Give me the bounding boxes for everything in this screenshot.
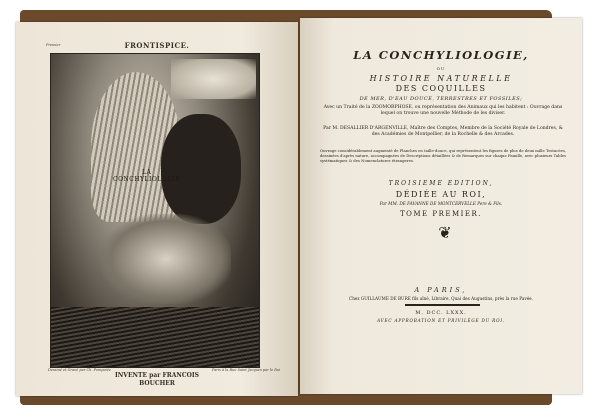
figures-illustration bbox=[101, 214, 231, 304]
credit-right: Paris à la Rue Saint Jacques par le Roi bbox=[212, 368, 281, 372]
edition: TROISIEME EDITION, bbox=[388, 180, 494, 187]
engraving-title bbox=[113, 169, 180, 183]
ground-illustration bbox=[51, 307, 259, 367]
editors: Par MM. DE FAVANNE DE MONTCERVELLE Pere & Fils. bbox=[379, 201, 503, 206]
credit-left: Dessiné et Gravé par Ch. Pompeiée bbox=[48, 368, 111, 372]
book-title: LA CONCHYLIOLOGIE, bbox=[353, 48, 529, 62]
place: A PARIS, bbox=[414, 286, 468, 294]
floral-ornament-icon: ❦ bbox=[438, 223, 452, 242]
engraving-title-line-1: LA bbox=[141, 169, 152, 176]
corner-note: Premier bbox=[46, 43, 61, 47]
privilege: AVEC APPROBATION ET PRIVILÉGE DU ROI. bbox=[377, 318, 505, 323]
caption-line-1: INVENTE par FRANCOIS bbox=[115, 372, 199, 379]
divider-rule bbox=[405, 304, 480, 306]
frontispiece-heading: FRONTISPICE. bbox=[124, 41, 190, 50]
paragraph-description: Ouvrage considérablement augmenté de Planches en taille-douce, qui représentent les figures de plus de deux mille Testacées, dessinées d'après nature, accompagnées de Descriptions détaillées & de Remarques sur chaque Famille, avec plusieurs Tables systématiques & des Nomenclatures étrangeres. bbox=[320, 148, 566, 164]
subtitle-2: DES COQUILLES bbox=[395, 84, 487, 93]
engraving-illustration bbox=[50, 53, 260, 368]
year: M. DCC. LXXX. bbox=[415, 310, 467, 316]
paragraph-zoomorphose: Avec un Traité de la ZOOMORPHOSE, ou représentation des Animaux qui les habitent : Ouvrage dans lequel on trouve une nouvelle Méthode de les diviser. bbox=[323, 105, 563, 116]
title-page bbox=[300, 18, 582, 394]
engraving-title-line-2: CONCHYLIOLOGIE bbox=[113, 176, 181, 183]
publisher: Chez GUILLAUME DE BURE fils aîné, Libraire, Quai des Augustins, près la rue Pavée. bbox=[348, 296, 533, 301]
volume: TOME PREMIER. bbox=[399, 210, 483, 218]
sky bbox=[171, 59, 256, 99]
title-ou: OU bbox=[436, 66, 446, 71]
subtitle-1: HISTOIRE NATURELLE bbox=[369, 74, 513, 83]
caption-line-2: BOUCHER bbox=[139, 380, 175, 387]
frontispiece-page bbox=[16, 22, 298, 396]
dedication: DÉDIÉE AU ROI, bbox=[395, 190, 487, 199]
frontispiece-caption bbox=[16, 372, 298, 388]
paragraph-author: Par M. DESALLIER D'ARGENVILLE, Maître des Comptes, Membre de la Société Royale de Londres, & des Académies de Montpellier, de la Rochelle & des Arcades. bbox=[323, 126, 563, 137]
subtitle-3: DE MER, D'EAU DOUCE, TERRESTRES ET FOSSILES; bbox=[359, 96, 523, 102]
